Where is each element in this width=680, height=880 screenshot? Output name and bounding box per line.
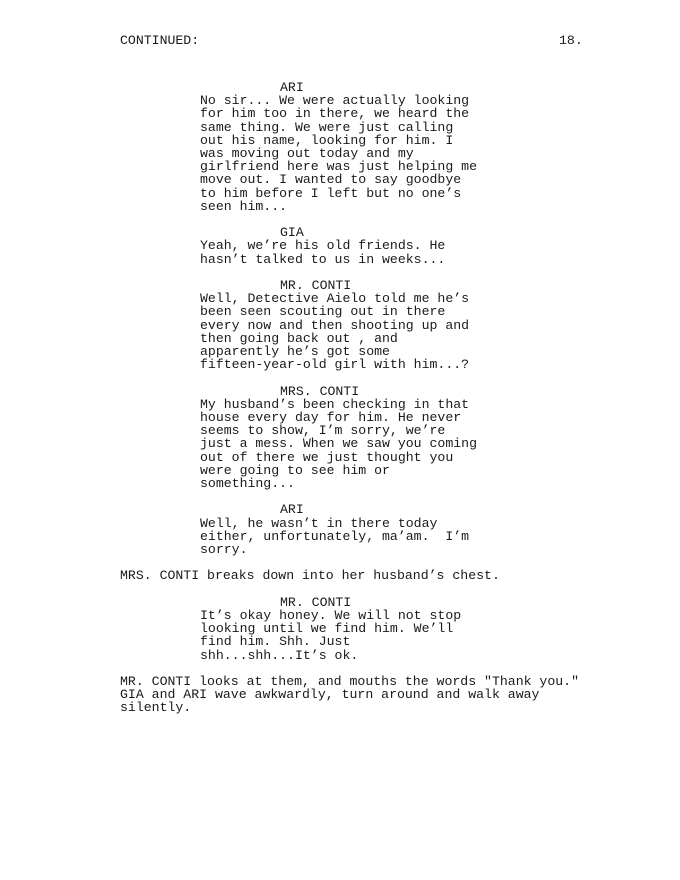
dialogue-line: was moving out today and my [200, 146, 414, 162]
dialogue-line: looking until we find him. We’ll [200, 621, 454, 637]
character-name: ARI [280, 502, 304, 518]
dialogue-line: for him too in there, we heard the [200, 106, 470, 122]
dialogue-line: been seen scouting out in there [200, 304, 446, 320]
dialogue-line: Well, Detective Aielo told me he’s [200, 291, 470, 307]
dialogue-block [200, 226, 520, 266]
dialogue-line: to him before I left but no one’s [200, 185, 462, 201]
character-name: MRS. CONTI [280, 383, 360, 399]
character-name: GIA [280, 225, 304, 241]
dialogue-line: move out. I wanted to say goodbye [200, 172, 462, 188]
dialogue-line: something... [200, 476, 295, 492]
action-block [120, 569, 620, 582]
dialogue-line: No sir... We were actually looking [200, 93, 470, 109]
dialogue-line: seen him... [200, 198, 288, 214]
block-spacer [0, 490, 680, 503]
dialogue-line: Yeah, we’re his old friends. He [200, 238, 446, 254]
dialogue-line: shh...shh...It’s ok. [200, 647, 359, 663]
dialogue-line: just a mess. When we saw you coming [200, 436, 477, 452]
dialogue-line: either, unfortunately, ma’am. I’m [200, 528, 470, 544]
character-name: MR. CONTI [280, 278, 352, 294]
character-name: MR. CONTI [280, 594, 352, 610]
character-name: ARI [280, 80, 304, 95]
block-spacer [0, 213, 680, 226]
action-line: GIA and ARI wave awkwardly, turn around and walk away [120, 687, 540, 703]
page-number: 18. [559, 33, 583, 48]
dialogue-line: same thing. We were just calling [200, 119, 454, 135]
block-spacer [0, 371, 680, 384]
dialogue-line: sorry. [200, 542, 248, 558]
dialogue-line: It’s okay honey. We will not stop [200, 608, 462, 624]
dialogue-line: were going to see him or [200, 462, 390, 478]
dialogue-line: out of there we just thought you [200, 449, 454, 465]
dialogue-line: every now and then shooting up and [200, 317, 470, 333]
continued-label: CONTINUED: [120, 33, 200, 48]
dialogue-line: My husband’s been checking in that [200, 396, 470, 412]
action-line: MRS. CONTI breaks down into her husband’s chest. [120, 568, 500, 584]
dialogue-line: find him. Shh. Just [200, 634, 351, 650]
dialogue-line: then going back out , and [200, 330, 398, 346]
dialogue-block [200, 81, 520, 213]
dialogue-line: fifteen-year-old girl with him...? [200, 357, 470, 373]
dialogue-block [200, 596, 520, 662]
dialogue-block [200, 503, 520, 556]
script-body [0, 81, 680, 715]
dialogue-line: hasn’t talked to us in weeks... [200, 251, 446, 267]
dialogue-line: out his name, looking for him. I [200, 132, 454, 148]
action-line: MR. CONTI looks at them, and mouths the words "Thank you." [120, 674, 579, 690]
action-block [120, 675, 620, 715]
dialogue-line: seems to show, I’m sorry, we’re [200, 423, 446, 439]
block-spacer [0, 583, 680, 596]
dialogue-line: apparently he’s got some [200, 344, 390, 360]
dialogue-block [200, 385, 520, 491]
dialogue-block [200, 279, 520, 371]
action-line: silently. [120, 700, 192, 716]
dialogue-line: Well, he wasn’t in there today [200, 515, 438, 531]
dialogue-line: house every day for him. He never [200, 410, 462, 426]
dialogue-line: girlfriend here was just helping me [200, 159, 477, 175]
